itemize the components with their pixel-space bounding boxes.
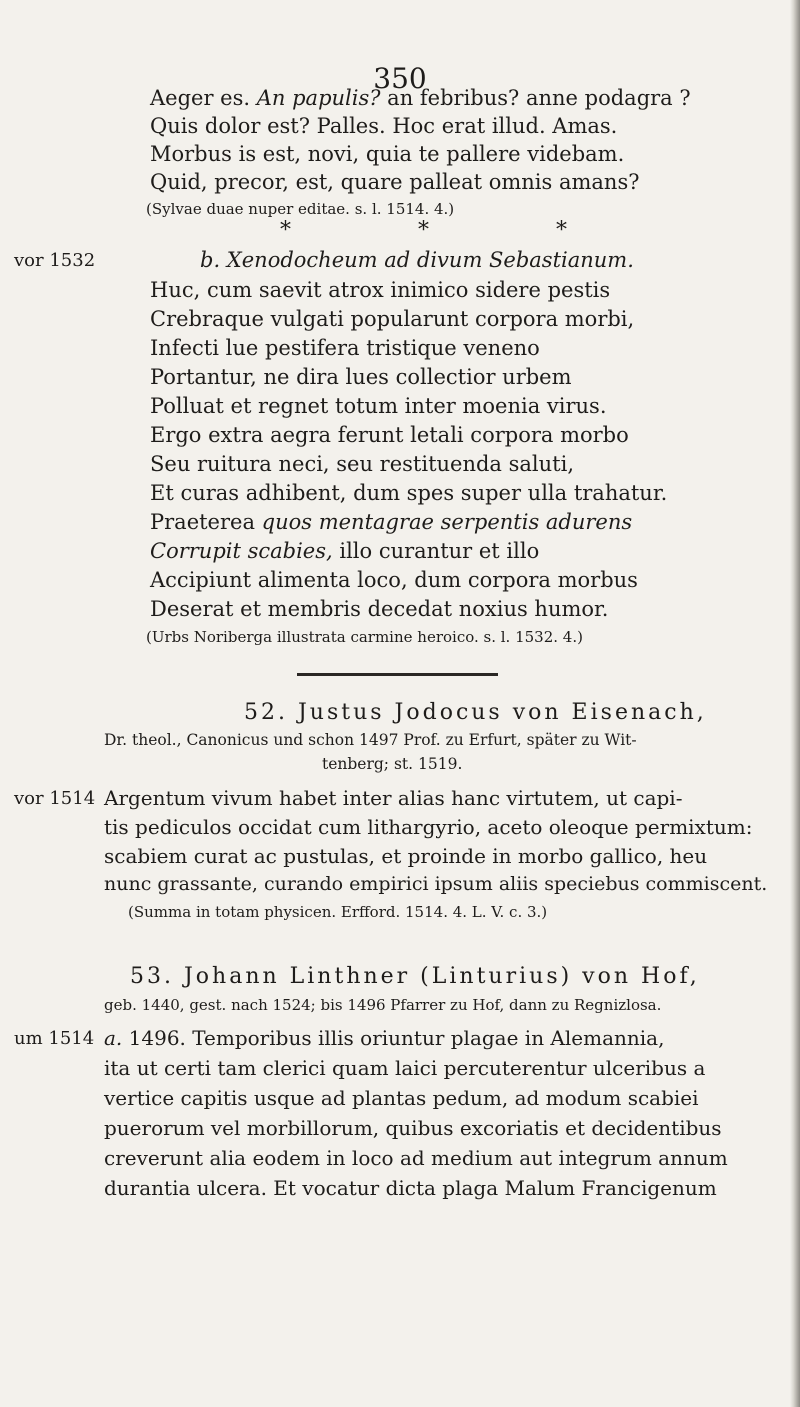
poem-a-line-2: Quis dolor est? Palles. Hoc erat illud. Amas. <box>150 114 618 138</box>
poem-a-line-1: Aeger es. An papulis? an febribus? anne podagra ? <box>150 86 691 110</box>
poem-b-line-6: Ergo extra aegra ferunt letali corpora morbo <box>150 423 629 447</box>
entry-53-bio: geb. 1440, gest. nach 1524; bis 1496 Pfarrer zu Hof, dann zu Regnizlosa. <box>104 996 662 1014</box>
poem-b-line-2: Crebraque vulgati popularunt corpora morbi, <box>150 307 635 331</box>
entry-52-line-4: nunc grassante, curando empirici ipsum aliis speciebus commiscent. <box>104 873 768 895</box>
poem-b-source: (Urbs Noriberga illustrata carmine heroico. s. l. 1532. 4.) <box>146 628 583 646</box>
poem-b-line-7: Seu ruitura neci, seu restituenda saluti, <box>150 452 574 476</box>
margin-date-entry-53: um 1514 <box>14 1028 95 1049</box>
entry-52-line-1: Argentum vivum habet inter alias hanc virtutem, ut capi- <box>104 786 683 810</box>
section-divider <box>297 673 498 676</box>
poem-b-title: b. Xenodocheum ad divum Sebastianum. <box>200 248 634 272</box>
poem-a-line-3: Morbus is est, novi, quia te pallere videbam. <box>150 142 625 166</box>
entry-53-line-1: a. 1496. Temporibus illis oriuntur plagae in Alemannia, <box>104 1026 665 1050</box>
poem-a-line-4: Quid, precor, est, quare palleat omnis amans? <box>150 170 640 194</box>
poem-b-line-12: Deserat et membris decedat noxius humor. <box>150 597 609 621</box>
poem-b-line-5: Polluat et regnet totum inter moenia virus. <box>150 394 607 418</box>
entry-52-bio-line-2: tenberg; st. 1519. <box>322 755 463 773</box>
entry-52-bio-line-1: Dr. theol., Canonicus und schon 1497 Prof. zu Erfurt, später zu Wit- <box>104 731 637 749</box>
entry-53-heading: 53. Johann Linthner (Linturius) von Hof, <box>130 964 700 989</box>
poem-a-source: (Sylvae duae nuper editae. s. l. 1514. 4.) <box>146 200 455 218</box>
entry-53-line-6: durantia ulcera. Et vocatur dicta plaga Malum Francigenum <box>104 1176 717 1200</box>
margin-date-poem-b: vor 1532 <box>14 250 96 271</box>
entry-52-heading: 52. Justus Jodocus von Eisenach, <box>244 700 707 725</box>
poem-b-line-9: Praeterea quos mentagrae serpentis adurens <box>150 510 633 534</box>
entry-53-line-3: vertice capitis usque ad plantas pedum, ad modum scabiei <box>104 1086 699 1110</box>
poem-b-line-3: Infecti lue pestifera tristique veneno <box>150 336 540 360</box>
poem-b-line-1: Huc, cum saevit atrox inimico sidere pestis <box>150 278 611 302</box>
poem-b-line-11: Accipiunt alimenta loco, dum corpora morbus <box>150 568 638 592</box>
margin-date-entry-52: vor 1514 <box>14 788 96 809</box>
page-number: 350 <box>373 62 427 95</box>
entry-53-line-5: creverunt alia eodem in loco ad medium aut integrum annum <box>104 1146 728 1170</box>
poem-b-line-8: Et curas adhibent, dum spes super ulla trahatur. <box>150 481 668 505</box>
entry-52-line-2: tis pediculos occidat cum lithargyrio, aceto oleoque permixtum: <box>104 815 753 839</box>
poem-b-line-10: Corrupit scabies, illo curantur et illo <box>150 539 540 563</box>
entry-53-line-2: ita ut certi tam clerici quam laici percuterentur ulceribus a <box>104 1056 706 1080</box>
entry-53-line-4: puerorum vel morbillorum, quibus excoriatis et decidentibus <box>104 1116 722 1140</box>
page-edge-shadow <box>790 0 800 1407</box>
separator-stars: * * * <box>280 218 627 243</box>
entry-52-source: (Summa in totam physicen. Erfford. 1514. 4. L. V. c. 3.) <box>128 903 548 921</box>
poem-b-line-4: Portantur, ne dira lues collectior urbem <box>150 365 572 389</box>
entry-52-line-3: scabiem curat ac pustulas, et proinde in morbo gallico, heu <box>104 844 708 868</box>
